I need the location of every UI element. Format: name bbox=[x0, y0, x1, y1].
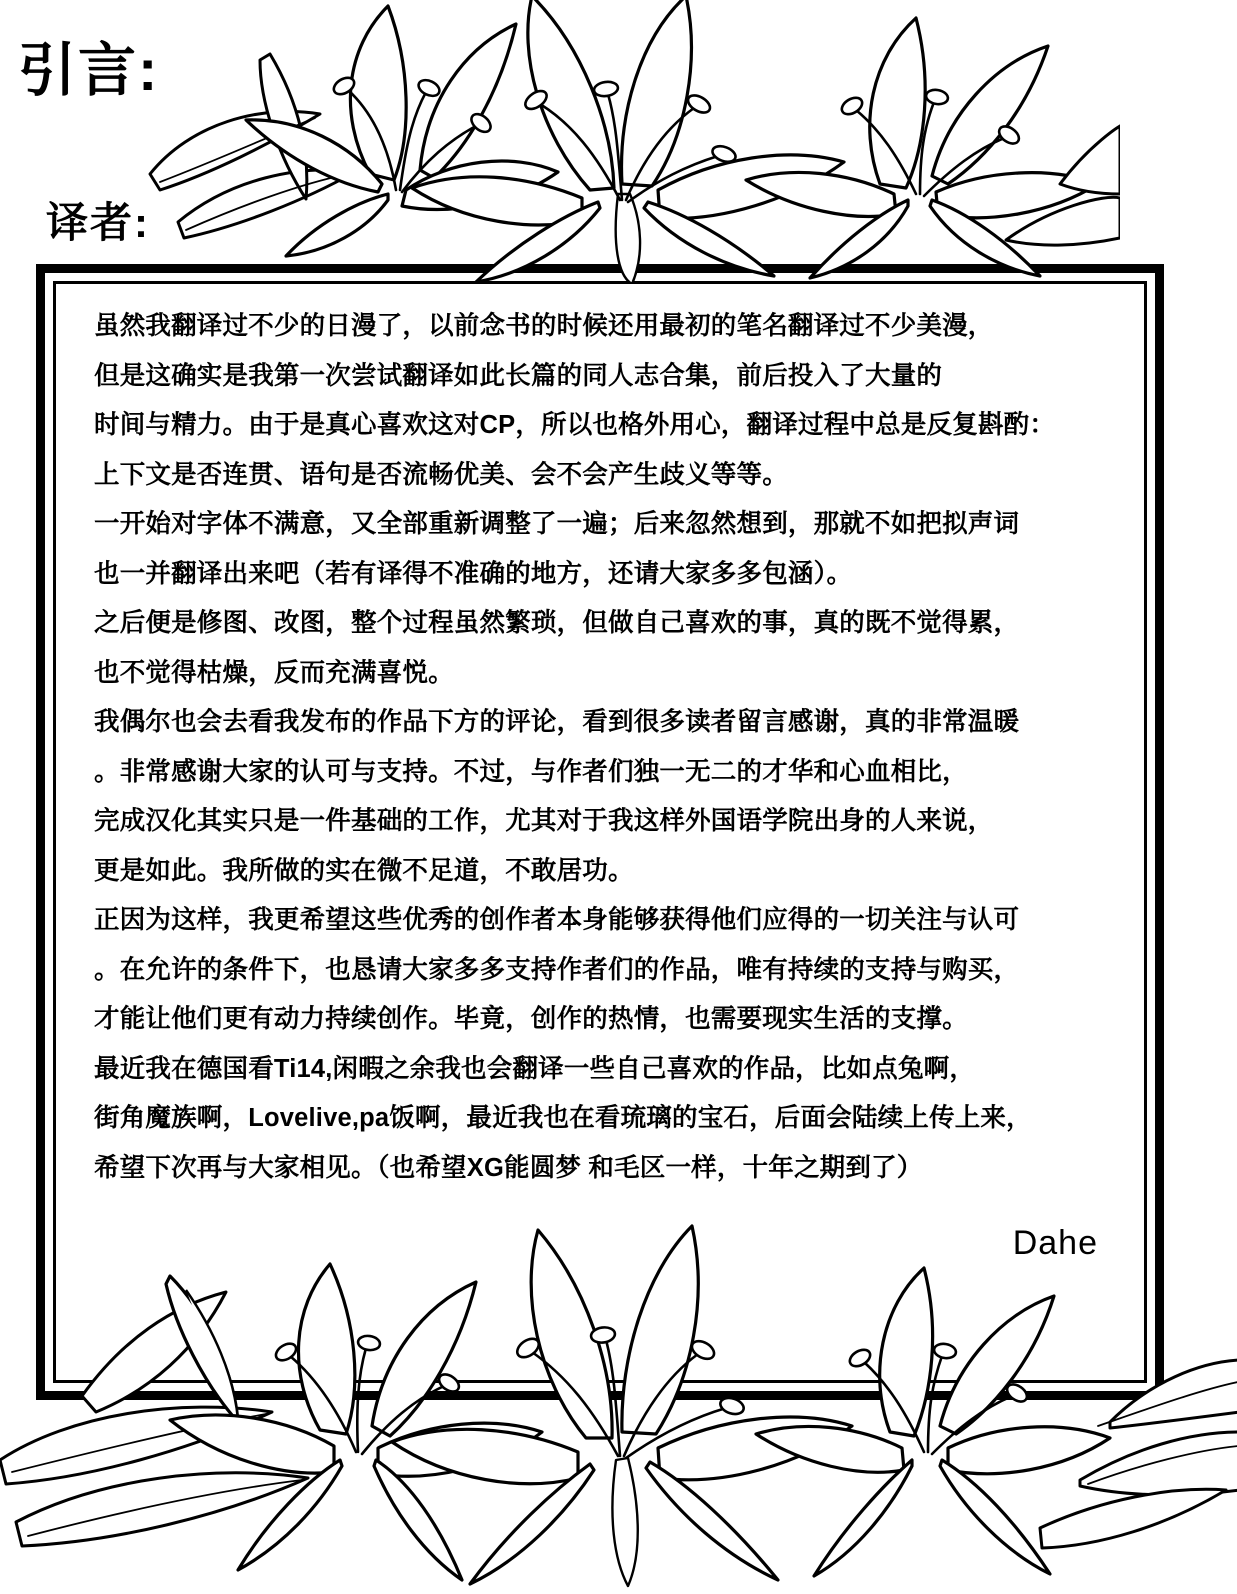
section-title-translator: 译者: bbox=[46, 199, 150, 246]
letter-line: 虽然我翻译过不少的日漫了，以前念书的时候还用最初的笔名翻译过不少美漫， bbox=[94, 312, 994, 340]
letter-line: 也一并翻译出来吧（若有译得不准确的地方，还请大家多多包涵）。 bbox=[94, 559, 853, 588]
letter-line: 。在允许的条件下，也恳请大家多多支持作者们的作品，唯有持续的支持与购买， bbox=[94, 955, 1020, 984]
letter-line: 但是这确实是我第一次尝试翻译如此长篇的同人志合集，前后投入了大量的 bbox=[94, 361, 943, 390]
letter-line: 一开始对字体不满意，又全部重新调整了一遍；后来忽然想到，那就不如把拟声词 bbox=[94, 510, 1020, 538]
letter-frame bbox=[36, 264, 1164, 1400]
letter-line: 更是如此。我所做的实在微不足道，不敢居功。 bbox=[94, 856, 634, 885]
letter-line: 时间与精力。由于是真心喜欢这对CP，所以也格外用心，翻译过程中总是反复斟酌： bbox=[94, 411, 1056, 439]
letter-line: 上下文是否连贯、语句是否流畅优美、会不会产生歧义等等。 bbox=[94, 460, 788, 489]
signature: Dahe bbox=[1012, 1224, 1098, 1262]
letter-line: 之后便是修图、改图，整个过程虽然繁琐，但做自己喜欢的事，真的既不觉得累， bbox=[94, 609, 1020, 637]
letter-line: 最近我在德国看Ti14,闲暇之余我也会翻译一些自己喜欢的作品，比如点兔啊， bbox=[94, 1054, 976, 1083]
page-title-intro: 引言: bbox=[18, 38, 160, 103]
letter-line: 完成汉化其实只是一件基础的工作，尤其对于我这样外国语学院出身的人来说， bbox=[94, 807, 994, 835]
letter-body bbox=[94, 302, 1122, 1193]
letter-line: 正因为这样，我更希望这些优秀的创作者本身能够获得他们应得的一切关注与认可 bbox=[94, 906, 1020, 934]
letter-line: 才能让他们更有动力持续创作。毕竟，创作的热情，也需要现实生活的支撑。 bbox=[94, 1005, 968, 1033]
lily-flower-cluster-icon bbox=[120, 0, 1120, 284]
letter-line: 街角魔族啊，Lovelive,pa饭啊，最近我也在看琉璃的宝石，后面会陆续上传上来， bbox=[94, 1104, 1032, 1132]
letter-line: 。非常感谢大家的认可与支持。不过，与作者们独一无二的才华和心血相比， bbox=[94, 757, 968, 786]
letter-frame-inner bbox=[53, 281, 1147, 1383]
letter-line: 我偶尔也会去看我发布的作品下方的评论，看到很多读者留言感谢，真的非常温暖 bbox=[94, 708, 1020, 736]
letter-line: 希望下次再与大家相见。（也希望XG能圆梦 和毛区一样，十年之期到了） bbox=[94, 1153, 923, 1182]
letter-line: 也不觉得枯燥，反而充满喜悦。 bbox=[94, 658, 454, 687]
